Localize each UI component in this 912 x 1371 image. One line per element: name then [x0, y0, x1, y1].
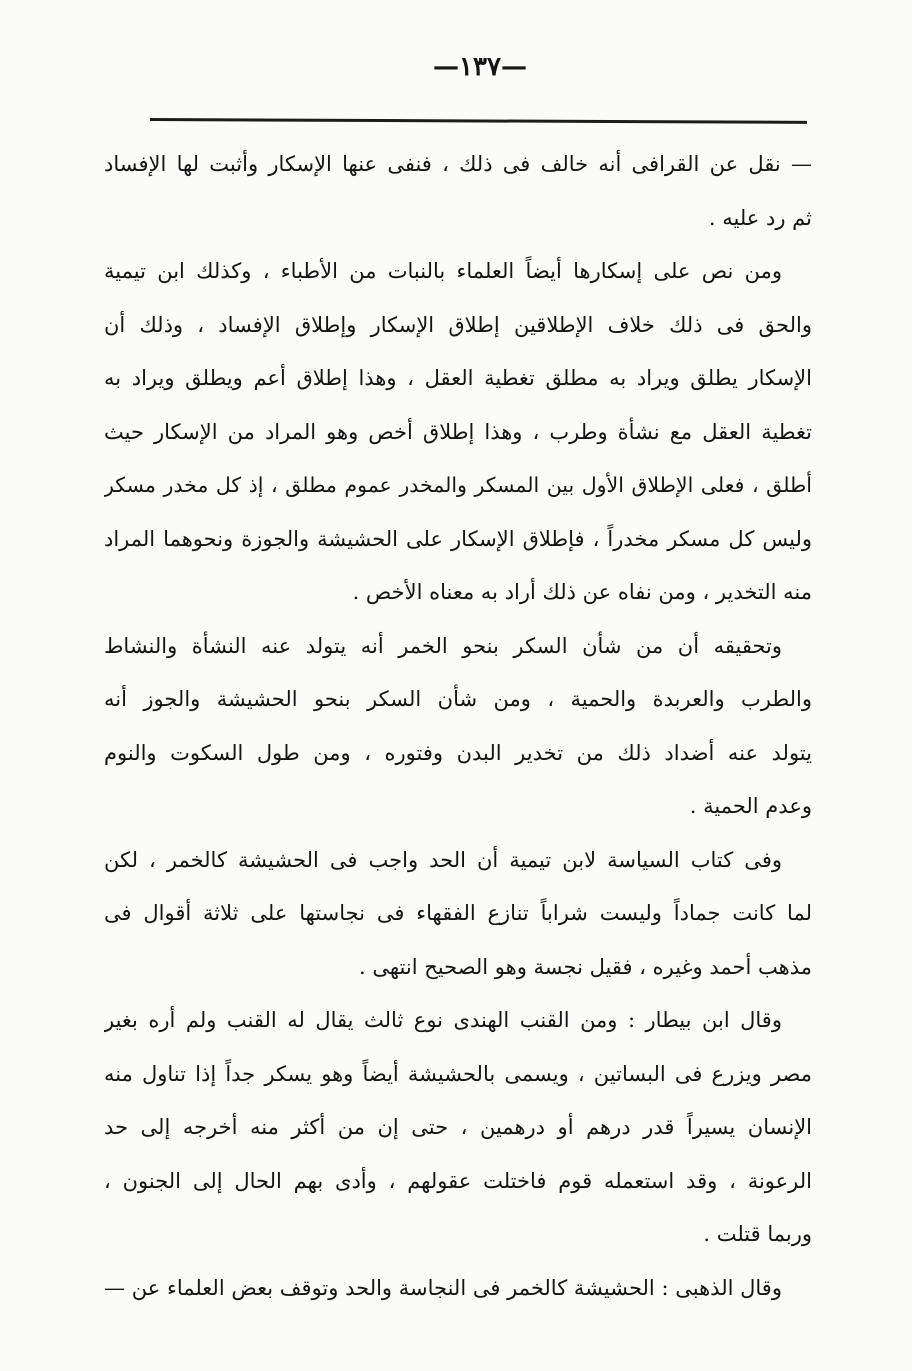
text-line-10: وتحقيقه أن من شأن السكر بنحو الخمر أنه يتولد عنه النشأة والنشاط [104, 633, 782, 658]
text-line-19: الإنسان يسيراً قدر درهم أو درهمين ، حتى إن من أكثر منه أخرجه إلى حد [104, 1115, 812, 1139]
page-number: —١٣٧— [433, 52, 527, 82]
text-line-22: وقال الذهبى : الحشيشة كالخمر فى النجاسة والحد وتوقف بعض العلماء عن — [104, 1275, 782, 1300]
text-line-15: لما كانت جماداً وليست شراباً تنازع الفقهاء فى نجاستها على ثلاثة أقوال فى [104, 901, 812, 925]
text-line-12: يتولد عنه أضداد ذلك من تخدير البدن وفتوره ، ومن طول السكوت والنوم [104, 740, 812, 765]
text-line-3: ومن نص على إسكارها أيضاً العلماء بالنبات من الأطباء ، وكذلك ابن تيمية [104, 259, 782, 283]
text-line-8: وليس كل مسكر مخدراً ، فإطلاق الإسكار على الحشيشة والجوزة ونحوهما المراد [104, 526, 812, 551]
text-line-11: والطرب والعربدة والحمية ، ومن شأن السكر بنحو الحشيشة والجوز أنه [104, 687, 812, 711]
text-line-2: ثم رد عليه . [708, 205, 812, 230]
text-line-21: وربما قتلت . [703, 1222, 812, 1246]
text-line-4: والحق فى ذلك خلاف الإطلاقين إطلاق الإسكار وإطلاق الإفساد ، وذلك أن [104, 312, 812, 337]
text-line-9: منه التخدير ، ومن نفاه عن ذلك أراد به معناه الأخص . [352, 580, 812, 604]
text-line-6: تغطية العقل مع نشأة وطرب ، وهذا إطلاق أخص وهو المراد من الإسكار حيث [104, 419, 812, 444]
text-line-18: مصر ويزرع فى البساتين ، ويسمى بالحشيشة أيضاً وهو يسكر جداً إذا تناول منه [104, 1061, 812, 1086]
text-line-1: — نقل عن القرافى أنه خالف فى ذلك ، فنفى عنها الإسكار وأثبت لها الإفساد [104, 152, 812, 176]
text-line-13: وعدم الحمية . [689, 794, 812, 818]
text-line-20: الرعونة ، وقد استعمله قوم فاختلت عقولهم ، وأدى بهم الحال إلى الجنون ، [104, 1168, 812, 1193]
header-rule [150, 118, 807, 124]
text-line-16: مذهب أحمد وغيره ، فقيل نجسة وهو الصحيح انتهى . [359, 954, 812, 979]
text-line-17: وقال ابن بيطار : ومن القنب الهندى نوع ثالث يقال له القنب ولم أره بغير [104, 1008, 782, 1032]
text-line-14: وفى كتاب السياسة لابن تيمية أن الحد واجب فى الحشيشة كالخمر ، لكن [104, 847, 782, 872]
text-line-5: الإسكار يطلق ويراد به مطلق تغطية العقل ، وهذا إطلاق أعم ويطلق ويراد به [104, 366, 812, 390]
text-line-7: أطلق ، فعلى الإطلاق الأول بين المسكر والمخدر عموم مطلق ، إذ كل مخدر مسكر [104, 473, 812, 497]
body-text [104, 138, 812, 1315]
